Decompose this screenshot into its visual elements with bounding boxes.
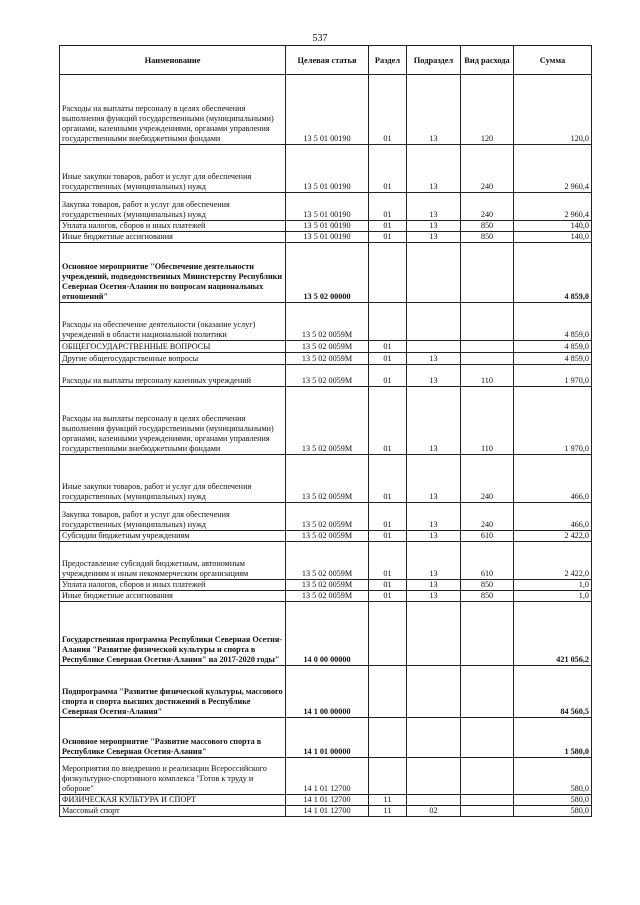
cell-subsection	[407, 666, 461, 718]
cell-expense-type	[461, 353, 514, 365]
cell-expense-type: 240	[461, 455, 514, 503]
cell-target: 14 1 01 12700	[286, 758, 369, 795]
cell-amount: 580,0	[514, 795, 592, 806]
table-row	[60, 303, 592, 341]
cell-section: 01	[369, 145, 407, 193]
cell-subsection: 13	[407, 503, 461, 531]
table-row	[60, 806, 592, 817]
cell-subsection: 13	[407, 232, 461, 243]
cell-section: 01	[369, 341, 407, 353]
cell-target: 13 5 01 00190	[286, 193, 369, 221]
cell-amount: 2 422,0	[514, 531, 592, 542]
cell-subsection	[407, 341, 461, 353]
cell-expense-type	[461, 303, 514, 341]
header-section: Раздел	[369, 46, 407, 75]
cell-expense-type	[461, 666, 514, 718]
cell-name: Иные бюджетные ассигнования	[60, 232, 286, 243]
cell-name: Расходы на выплаты персоналу в целях обеспечения выполнения функций государственными (муниципальными) органами, казенными учреждениями, органами управления государственными внебюджетными фондами	[60, 75, 286, 145]
cell-expense-type	[461, 795, 514, 806]
table-row	[60, 193, 592, 221]
cell-name: Расходы на выплаты персоналу в целях обеспечения выполнения функций государственными (муниципальными) органами, казенными учреждениями, органами управления государственными внебюджетными фондами	[60, 387, 286, 455]
cell-expense-type: 850	[461, 232, 514, 243]
table-row	[60, 145, 592, 193]
cell-subsection: 13	[407, 455, 461, 503]
cell-target: 14 0 00 00000	[286, 602, 369, 666]
table-row	[60, 387, 592, 455]
cell-amount: 4 859,0	[514, 353, 592, 365]
cell-target: 13 5 01 00190	[286, 75, 369, 145]
cell-name: ОБЩЕГОСУДАРСТВЕННЫЕ ВОПРОСЫ	[60, 341, 286, 353]
header-name: Наименование	[60, 46, 286, 75]
cell-expense-type	[461, 718, 514, 758]
cell-expense-type	[461, 243, 514, 303]
cell-expense-type	[461, 602, 514, 666]
cell-name: Уплата налогов, сборов и иных платежей	[60, 221, 286, 232]
cell-section: 01	[369, 591, 407, 602]
cell-name: Закупка товаров, работ и услуг для обеспечения государственных (муниципальных) нужд	[60, 503, 286, 531]
cell-target: 13 5 02 0059М	[286, 341, 369, 353]
table-body	[60, 75, 592, 817]
cell-amount: 1 580,0	[514, 718, 592, 758]
cell-section: 01	[369, 503, 407, 531]
cell-subsection	[407, 303, 461, 341]
cell-name: Мероприятия по внедрению и реализации Всероссийского физкультурно-спортивного комплекса "Готов к труду и обороне"	[60, 758, 286, 795]
cell-name: Предоставление субсидий бюджетным, автономным учреждениям и иным некоммерческим организациям	[60, 542, 286, 580]
cell-name: Субсидии бюджетным учреждениям	[60, 531, 286, 542]
cell-section	[369, 718, 407, 758]
cell-expense-type: 240	[461, 193, 514, 221]
cell-target: 14 1 01 12700	[286, 795, 369, 806]
cell-amount: 1 970,0	[514, 365, 592, 387]
cell-name: Расходы на обеспечение деятельности (оказание услуг) учреждений в области национальной политики	[60, 303, 286, 341]
table-row	[60, 591, 592, 602]
cell-subsection: 13	[407, 542, 461, 580]
cell-amount: 421 056,2	[514, 602, 592, 666]
cell-amount: 2 960,4	[514, 145, 592, 193]
cell-section: 01	[369, 531, 407, 542]
cell-target: 13 5 02 0059М	[286, 591, 369, 602]
cell-target: 13 5 02 0059М	[286, 387, 369, 455]
cell-amount: 4 859,0	[514, 243, 592, 303]
cell-amount: 1,0	[514, 580, 592, 591]
cell-name: Иные закупки товаров, работ и услуг для обеспечения государственных (муниципальных) нужд	[60, 455, 286, 503]
cell-subsection: 13	[407, 591, 461, 602]
page-number: 537	[312, 33, 328, 44]
cell-target: 13 5 02 0059М	[286, 542, 369, 580]
cell-section	[369, 666, 407, 718]
cell-target: 13 5 01 00190	[286, 232, 369, 243]
cell-section	[369, 243, 407, 303]
cell-section: 01	[369, 365, 407, 387]
cell-amount: 2 960,4	[514, 193, 592, 221]
cell-name: Основное мероприятие "Развитие массового спорта в Республике Северная Осетия-Алания"	[60, 718, 286, 758]
cell-name: Массовый спорт	[60, 806, 286, 817]
cell-section: 01	[369, 232, 407, 243]
table-row	[60, 602, 592, 666]
cell-section: 01	[369, 387, 407, 455]
cell-section: 01	[369, 455, 407, 503]
cell-section	[369, 303, 407, 341]
cell-expense-type: 240	[461, 503, 514, 531]
table-row	[60, 221, 592, 232]
cell-amount: 580,0	[514, 806, 592, 817]
cell-target: 13 5 01 00190	[286, 145, 369, 193]
table-row	[60, 75, 592, 145]
cell-amount: 4 859,0	[514, 303, 592, 341]
cell-section: 01	[369, 580, 407, 591]
cell-subsection: 13	[407, 145, 461, 193]
table-row	[60, 232, 592, 243]
table-row	[60, 243, 592, 303]
cell-subsection: 13	[407, 193, 461, 221]
cell-amount: 1,0	[514, 591, 592, 602]
table-row	[60, 503, 592, 531]
table-row	[60, 758, 592, 795]
cell-amount: 466,0	[514, 455, 592, 503]
cell-subsection: 13	[407, 387, 461, 455]
cell-subsection	[407, 602, 461, 666]
table-row	[60, 365, 592, 387]
cell-expense-type: 610	[461, 531, 514, 542]
cell-amount: 2 422,0	[514, 542, 592, 580]
cell-expense-type: 120	[461, 75, 514, 145]
cell-name: Подпрограмма "Развитие физической культуры, массового спорта и спорта высших достижений в Республике Северная Осетия-Алания"	[60, 666, 286, 718]
cell-name: Основное мероприятие "Обеспечение деятельности учреждений, подведомственных Министерству Республики Северная Осетия-Алания по вопросам национальных отношений"	[60, 243, 286, 303]
cell-target: 13 5 02 0059М	[286, 353, 369, 365]
cell-subsection: 13	[407, 531, 461, 542]
cell-target: 13 5 01 00190	[286, 221, 369, 232]
cell-expense-type	[461, 341, 514, 353]
cell-name: ФИЗИЧЕСКАЯ КУЛЬТУРА И СПОРТ	[60, 795, 286, 806]
budget-table	[59, 45, 592, 817]
cell-name: Иные закупки товаров, работ и услуг для обеспечения государственных (муниципальных) нужд	[60, 145, 286, 193]
cell-name: Расходы на выплаты персоналу казенных учреждений	[60, 365, 286, 387]
cell-target: 13 5 02 0059М	[286, 365, 369, 387]
cell-amount: 84 560,5	[514, 666, 592, 718]
cell-subsection	[407, 243, 461, 303]
cell-amount: 120,0	[514, 75, 592, 145]
cell-name: Закупка товаров, работ и услуг для обеспечения государственных (муниципальных) нужд	[60, 193, 286, 221]
cell-expense-type: 850	[461, 580, 514, 591]
cell-expense-type: 240	[461, 145, 514, 193]
cell-amount: 140,0	[514, 221, 592, 232]
cell-expense-type: 610	[461, 542, 514, 580]
cell-subsection	[407, 718, 461, 758]
cell-amount: 580,0	[514, 758, 592, 795]
cell-subsection: 13	[407, 221, 461, 232]
cell-target: 13 5 02 0059М	[286, 303, 369, 341]
cell-target: 13 5 02 00000	[286, 243, 369, 303]
cell-section	[369, 602, 407, 666]
table-row	[60, 353, 592, 365]
cell-amount: 140,0	[514, 232, 592, 243]
cell-amount: 1 970,0	[514, 387, 592, 455]
cell-section: 11	[369, 795, 407, 806]
cell-section: 01	[369, 542, 407, 580]
cell-subsection: 02	[407, 806, 461, 817]
table-row	[60, 455, 592, 503]
table-row	[60, 795, 592, 806]
cell-subsection	[407, 795, 461, 806]
table-row	[60, 531, 592, 542]
cell-target: 13 5 02 0059М	[286, 503, 369, 531]
table-row	[60, 542, 592, 580]
cell-expense-type	[461, 806, 514, 817]
cell-expense-type: 110	[461, 365, 514, 387]
cell-name: Другие общегосударственные вопросы	[60, 353, 286, 365]
cell-section	[369, 758, 407, 795]
cell-subsection: 13	[407, 353, 461, 365]
table-row	[60, 666, 592, 718]
cell-expense-type	[461, 758, 514, 795]
table-row	[60, 718, 592, 758]
header-target: Целевая статья	[286, 46, 369, 75]
cell-section: 11	[369, 806, 407, 817]
table-row	[60, 580, 592, 591]
cell-target: 13 5 02 0059М	[286, 580, 369, 591]
table-header-row	[60, 46, 592, 75]
cell-target: 14 1 01 00000	[286, 718, 369, 758]
cell-section: 01	[369, 75, 407, 145]
header-amount: Сумма	[514, 46, 592, 75]
cell-subsection: 13	[407, 365, 461, 387]
cell-target: 14 1 01 12700	[286, 806, 369, 817]
cell-expense-type: 850	[461, 591, 514, 602]
cell-name: Уплата налогов, сборов и иных платежей	[60, 580, 286, 591]
cell-name: Государственная программа Республики Северная Осетия-Алания "Развитие физической культуры и спорта в Республике Северная Осетия-Алания" на 2017-2020 годы"	[60, 602, 286, 666]
cell-target: 13 5 02 0059М	[286, 455, 369, 503]
cell-subsection: 13	[407, 75, 461, 145]
cell-amount: 466,0	[514, 503, 592, 531]
cell-subsection: 13	[407, 580, 461, 591]
cell-expense-type: 850	[461, 221, 514, 232]
cell-target: 13 5 02 0059М	[286, 531, 369, 542]
cell-section: 01	[369, 221, 407, 232]
header-expense-type: Вид расхода	[461, 46, 514, 75]
cell-name: Иные бюджетные ассигнования	[60, 591, 286, 602]
cell-section: 01	[369, 353, 407, 365]
table-row	[60, 341, 592, 353]
header-subsection: Подраздел	[407, 46, 461, 75]
cell-subsection	[407, 758, 461, 795]
cell-section: 01	[369, 193, 407, 221]
cell-expense-type: 110	[461, 387, 514, 455]
cell-target: 14 1 00 00000	[286, 666, 369, 718]
cell-amount: 4 859,0	[514, 341, 592, 353]
